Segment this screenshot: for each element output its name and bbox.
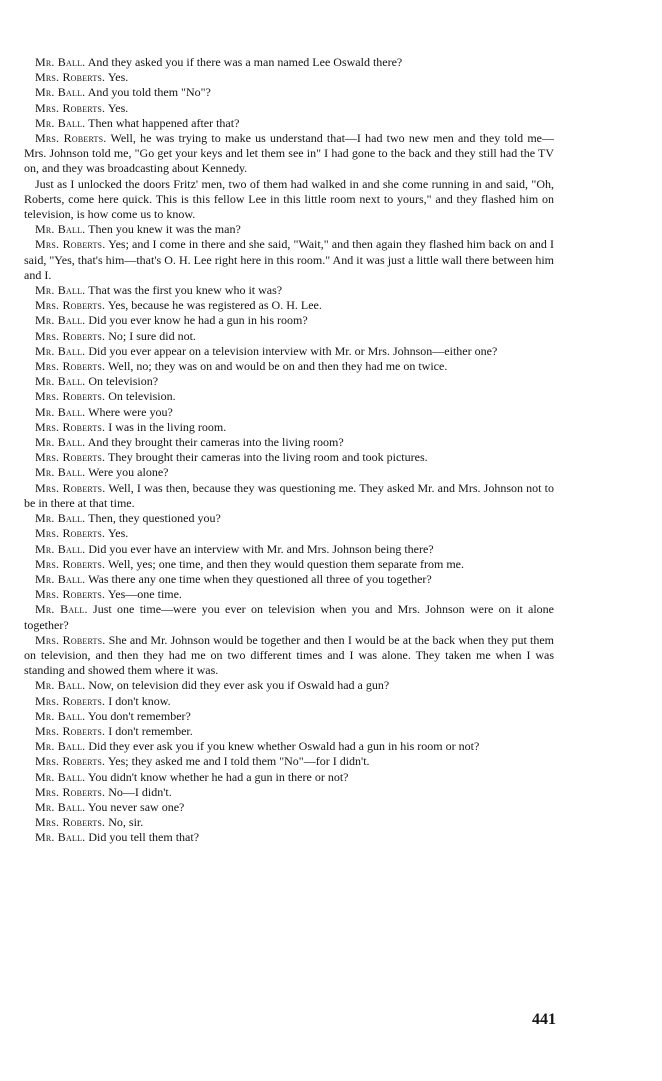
transcript-paragraph [24,101,554,116]
transcript-paragraph [24,587,554,602]
speaker-name: Mr. Ball. [35,830,86,845]
speaker-name: Mr. Ball. [35,115,86,130]
statement-text: On television? [85,374,159,389]
transcript-paragraph [24,709,554,724]
transcript-paragraph [24,724,554,739]
transcript-paragraph [24,511,554,526]
statement-text: And they asked you if there was a man named Lee Oswald there? [85,55,403,69]
speaker-name: Mrs. Roberts. [35,480,106,495]
transcript-paragraph [24,55,554,70]
speaker-name: Mr. Ball. [35,283,86,298]
speaker-name: Mr. Ball. [35,313,86,328]
transcript-paragraph [24,177,554,223]
statement-text: That was the first you knew who it was? [85,283,283,298]
speaker-name: Mrs. Roberts. [35,237,106,252]
speaker-name: Mrs. Roberts. [35,723,106,738]
transcript-paragraph [24,785,554,800]
transcript-paragraph [24,542,554,557]
speaker-name: Mrs. Roberts. [35,450,106,465]
statement-text: Then what happened after that? [85,115,240,130]
speaker-name: Mr. Ball. [35,739,86,754]
transcript-paragraph [24,602,554,632]
speaker-name: Mrs. Roberts. [35,587,106,602]
speaker-name: Mrs. Roberts. [35,298,106,313]
statement-text: You don't remember? [85,708,191,723]
speaker-name: Mrs. Roberts. [35,328,106,343]
transcript-paragraph [24,694,554,709]
statement-text: Just one time—were you ever on television when you and Mrs. Johnson were on it alone together? [24,602,554,632]
transcript-paragraph [24,298,554,313]
speaker-name: Mr. Ball. [35,571,86,586]
speaker-name: Mr. Ball. [35,465,86,480]
speaker-name: Mr. Ball. [35,435,86,450]
page-number: 441 [532,1011,556,1028]
transcript-paragraph [24,70,554,85]
transcript-paragraph [24,131,554,177]
speaker-name: Mr. Ball. [35,769,86,784]
speaker-name: Mr. Ball. [35,602,88,617]
statement-text: She and Mr. Johnson would be together and then I would be at the back when they put them on television, and then they had me on two different times and I was alone. They taken me when I was standing and showed them where it was. [24,632,554,678]
statement-text: Yes; they asked me and I told them "No"—for I didn't. [105,754,370,769]
statement-text: Where were you? [85,404,173,419]
transcript-paragraph [24,405,554,420]
transcript-paragraph [24,800,554,815]
speaker-name: Mrs. Roberts. [35,632,106,647]
statement-text: Well, he was trying to make us understand that—I had two new men and they told me—Mrs. Johnson told me, "Go get your keys and let them see in" I had gone to the back and they still had the TV on, and they was broadcasting about Kennedy. [24,131,554,176]
transcript-page [24,55,554,846]
statement-text: Well, yes; one time, and then they would question them separate from me. [105,556,464,571]
statement-text: And they brought their cameras into the living room? [85,435,344,450]
transcript-paragraph [24,557,554,572]
statement-text: No—I didn't. [105,784,172,799]
statement-text: I was in the living room. [105,419,227,434]
transcript-paragraph [24,435,554,450]
statement-text: Yes. [105,70,129,85]
transcript-paragraph [24,222,554,237]
transcript-paragraph [24,830,554,845]
testimony-transcript [24,55,554,846]
statement-text: Did you ever have an interview with Mr. and Mrs. Johnson being there? [85,541,434,556]
speaker-name: Mr. Ball. [35,404,86,419]
transcript-paragraph [24,465,554,480]
statement-text: Were you alone? [85,465,169,480]
statement-text: Did you tell them that? [85,830,200,845]
speaker-name: Mr. Ball. [35,343,86,358]
speaker-name: Mrs. Roberts. [35,131,107,146]
speaker-name: Mrs. Roberts. [35,526,106,541]
transcript-paragraph [24,389,554,404]
statement-text: I don't know. [105,693,171,708]
speaker-name: Mr. Ball. [35,85,86,100]
speaker-name: Mrs. Roberts. [35,815,106,830]
statement-text: You didn't know whether he had a gun in there or not? [85,769,349,784]
transcript-paragraph [24,116,554,131]
statement-text: Yes; and I come in there and she said, "Wait," and then again they flashed him back on and I said, "Yes, that's him—that's O. H. Lee right here in this room." And it was just a little wall there between him and I. [24,237,554,282]
statement-text: No, sir. [105,815,144,830]
transcript-paragraph [24,420,554,435]
transcript-paragraph [24,481,554,511]
speaker-name: Mr. Ball. [35,799,86,814]
transcript-paragraph [24,572,554,587]
speaker-name: Mr. Ball. [35,222,86,237]
transcript-paragraph [24,283,554,298]
statement-text: You never saw one? [85,799,185,814]
transcript-paragraph [24,633,554,679]
transcript-paragraph [24,237,554,283]
speaker-name: Mrs. Roberts. [35,359,106,374]
statement-text: On television. [105,389,176,404]
statement-text: Then, they questioned you? [85,511,221,526]
statement-text: Yes. [105,100,129,115]
speaker-name: Mr. Ball. [35,541,86,556]
transcript-paragraph [24,526,554,541]
speaker-name: Mr. Ball. [35,374,86,389]
transcript-paragraph [24,678,554,693]
speaker-name: Mrs. Roberts. [35,419,106,434]
speaker-name: Mr. Ball. [35,55,86,69]
transcript-paragraph [24,815,554,830]
statement-text: Just as I unlocked the doors Fritz' men, two of them had walked in and she come running in and said, "Oh, Roberts, come here quick. This is this fellow Lee in this little room next to yours," and they flashed him on television, is how come us to know. [24,176,554,222]
transcript-paragraph [24,359,554,374]
statement-text: Well, I was then, because they was questioning me. They asked Mr. and Mrs. Johnson not to be in there at that time. [24,480,554,510]
speaker-name: Mr. Ball. [35,511,86,526]
transcript-paragraph [24,374,554,389]
transcript-paragraph [24,739,554,754]
speaker-name: Mrs. Roberts. [35,100,106,115]
transcript-paragraph [24,754,554,769]
transcript-paragraph [24,85,554,100]
statement-text: I don't remember. [105,723,193,738]
speaker-name: Mrs. Roberts. [35,389,106,404]
statement-text: Well, no; they was on and would be on and then they had me on twice. [105,359,448,374]
speaker-name: Mr. Ball. [35,708,86,723]
speaker-name: Mr. Ball. [35,678,86,693]
statement-text: Did they ever ask you if you knew whether Oswald had a gun in his room or not? [85,739,480,754]
transcript-paragraph [24,329,554,344]
statement-text: Was there any one time when they questioned all three of you together? [85,571,432,586]
transcript-paragraph [24,770,554,785]
statement-text: Yes. [105,526,129,541]
statement-text: Then you knew it was the man? [85,222,241,237]
speaker-name: Mrs. Roberts. [35,70,106,85]
statement-text: Did you ever appear on a television interview with Mr. or Mrs. Johnson—either one? [85,343,498,358]
transcript-paragraph [24,344,554,359]
statement-text: No; I sure did not. [105,328,196,343]
transcript-paragraph [24,313,554,328]
statement-text: Now, on television did they ever ask you if Oswald had a gun? [85,678,390,693]
statement-text: They brought their cameras into the living room and took pictures. [105,450,428,465]
statement-text: Yes—one time. [105,587,182,602]
speaker-name: Mrs. Roberts. [35,754,106,769]
statement-text: Yes, because he was registered as O. H. Lee. [105,298,322,313]
statement-text: And you told them "No"? [85,85,211,100]
statement-text: Did you ever know he had a gun in his room? [85,313,308,328]
transcript-paragraph [24,450,554,465]
speaker-name: Mrs. Roberts. [35,693,106,708]
speaker-name: Mrs. Roberts. [35,556,106,571]
speaker-name: Mrs. Roberts. [35,784,106,799]
